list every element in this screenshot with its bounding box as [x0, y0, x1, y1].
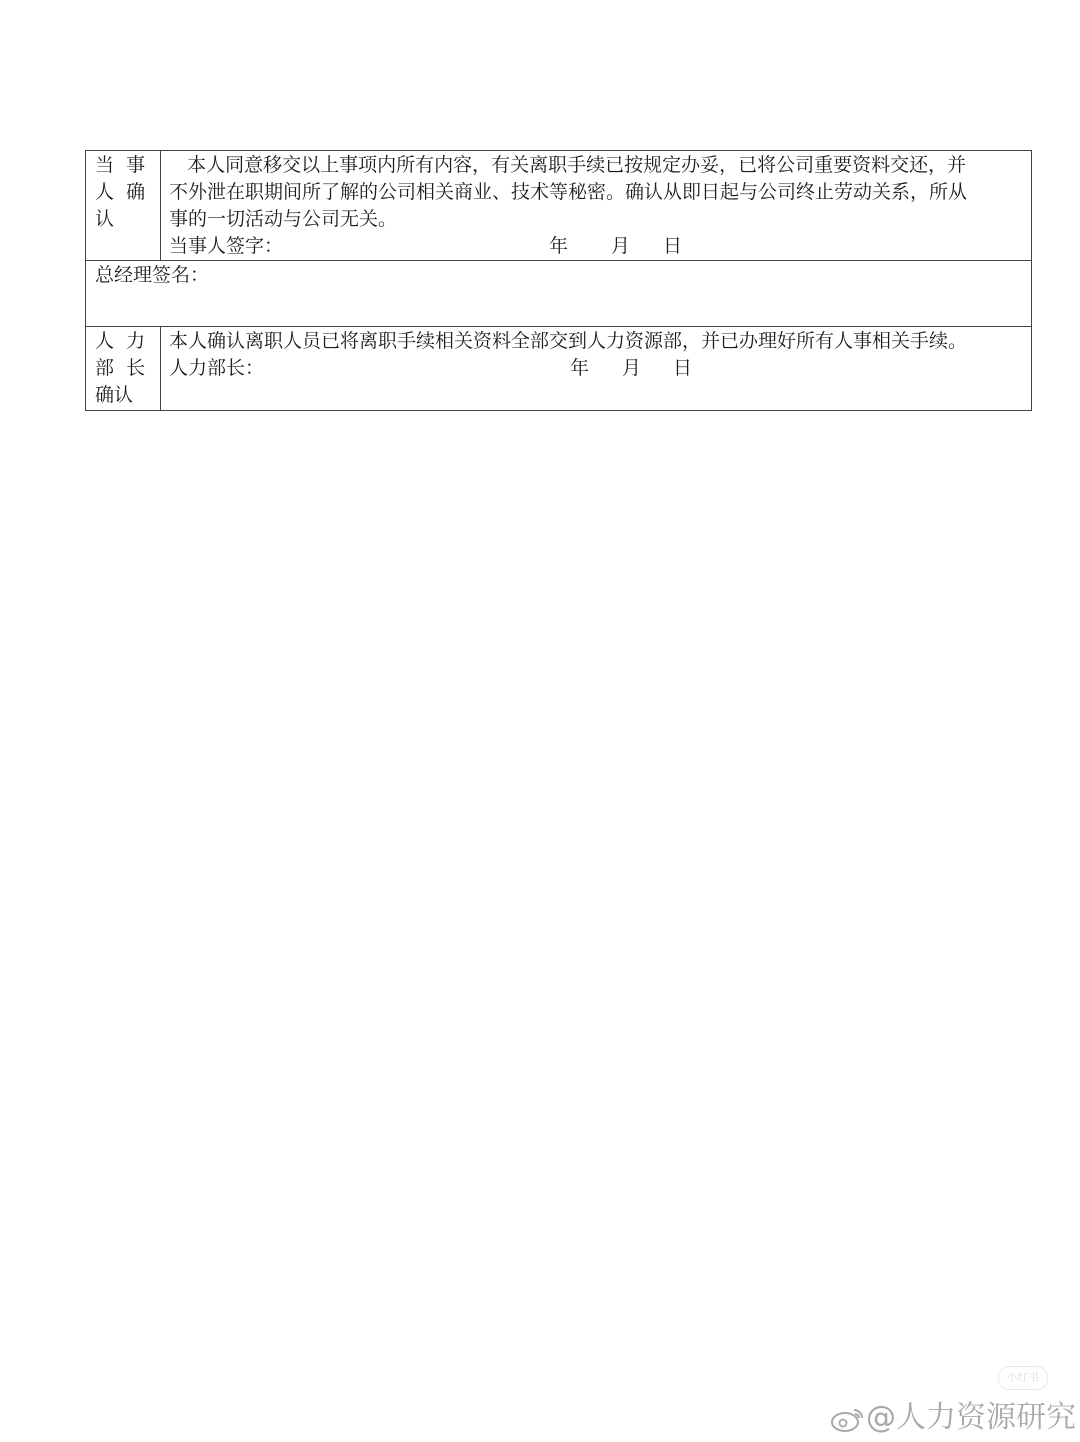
- party-date-year: 年: [549, 235, 569, 257]
- hr-date-month: 月: [622, 357, 642, 379]
- hr-signature-label: 人力部长：: [169, 357, 265, 379]
- weibo-watermark: [830, 1392, 1076, 1436]
- general-manager-signature-label: 总经理签名：: [95, 264, 210, 286]
- party-statement-line-3: 事的一切活动与公司无关。: [169, 208, 398, 230]
- hr-statement-line-1: 本人确认离职人员已将离职手续相关资料全部交到人力资源部，并已办理好所有人事相关手续。: [169, 330, 968, 352]
- hr-label-line-1: 人 力: [95, 330, 146, 352]
- resignation-confirmation-table: [85, 150, 1032, 411]
- hr-confirmation-content-cell: [161, 327, 1031, 411]
- hr-label-line-2: 部 长: [95, 357, 146, 379]
- party-confirmation-content-cell: [161, 151, 1031, 260]
- hr-date-year: 年: [570, 357, 590, 379]
- party-statement-line-2: 不外泄在职期间所了解的公司相关商业、技术等秘密。确认从即日起与公司终止劳动关系，所从: [169, 181, 968, 203]
- party-label-line-2: 人 确: [95, 181, 146, 203]
- party-confirmation-label-cell: [86, 151, 161, 260]
- watermark-text: @人力资源研究: [866, 1400, 1076, 1435]
- party-date-day: 日: [663, 235, 683, 257]
- hr-date-day: 日: [673, 357, 693, 379]
- general-manager-row: [86, 261, 1031, 327]
- hr-label-line-3: 确认: [95, 384, 134, 406]
- watermark-badge: 小红书: [998, 1366, 1048, 1390]
- hr-confirmation-label-cell: [86, 327, 161, 411]
- party-label-line-1: 当 事: [95, 154, 146, 176]
- party-label-line-3: 认: [95, 208, 115, 230]
- weibo-icon: [830, 1404, 866, 1434]
- party-date-month: 月: [611, 235, 631, 257]
- party-signature-label: 当事人签字：: [169, 235, 284, 257]
- party-statement-line-1: 本人同意移交以上事项内所有内容，有关离职手续已按规定办妥，已将公司重要资料交还，并: [169, 154, 967, 176]
- party-confirmation-row: [86, 151, 1031, 261]
- hr-confirmation-row: [86, 327, 1031, 411]
